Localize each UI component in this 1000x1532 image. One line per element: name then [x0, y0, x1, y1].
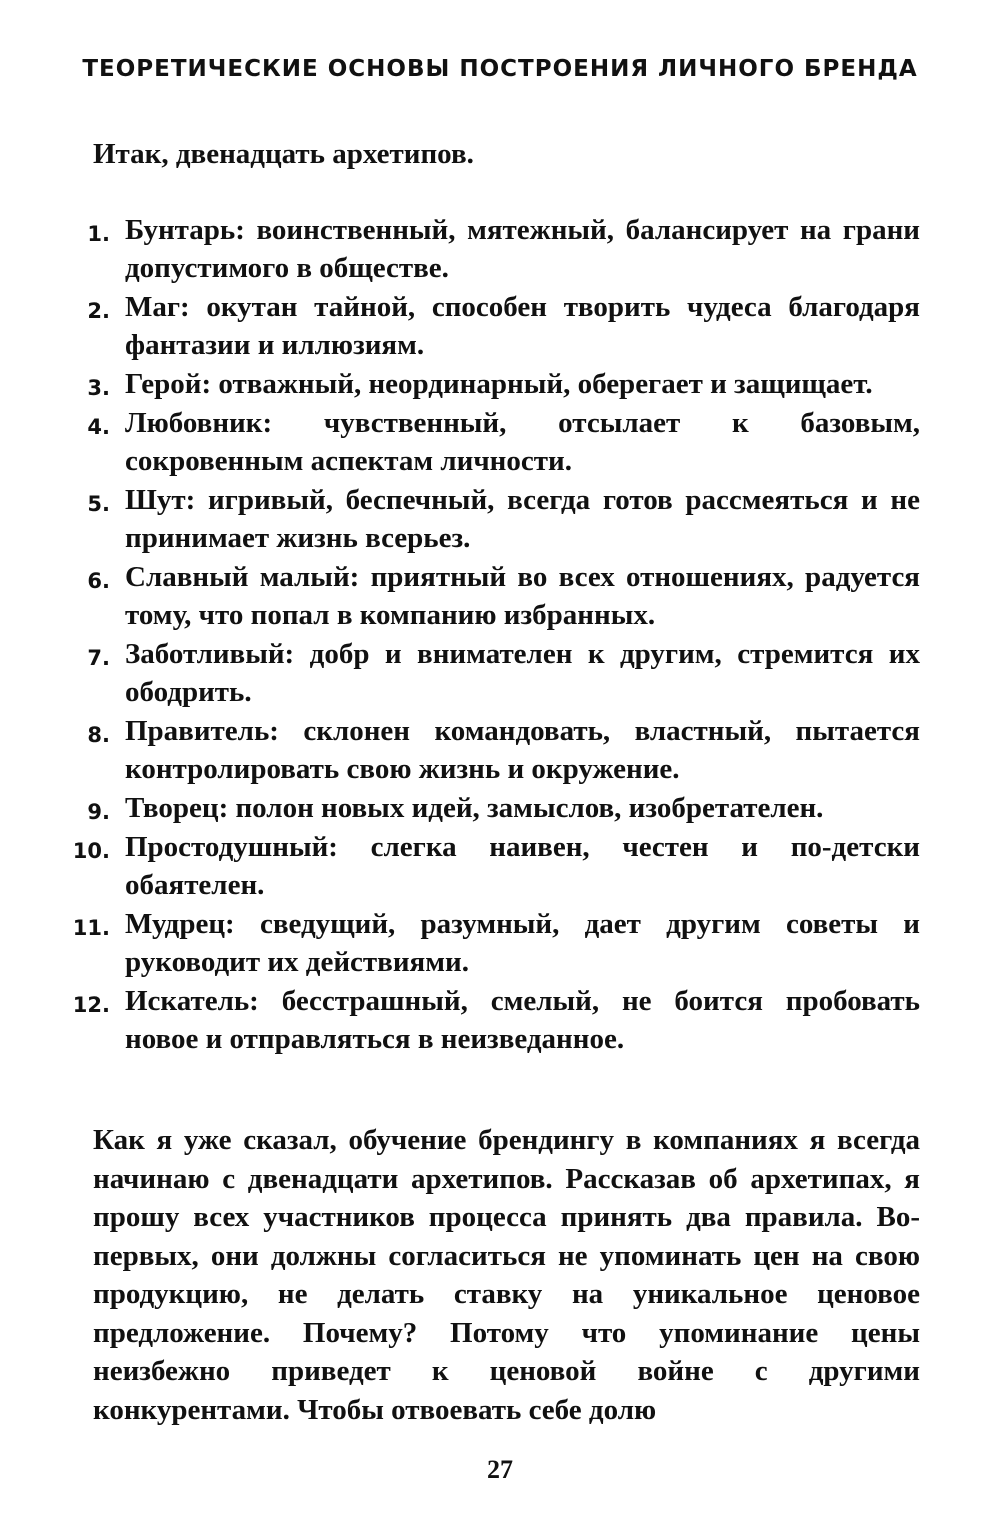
list-item-number: 12.: [72, 993, 110, 1017]
list-item: [0, 828, 1000, 904]
list-item-text: Маг: окутан тайной, способен творить чудеса благодаря фантазии и иллюзиям.: [125, 291, 920, 361]
list-item-number: 4.: [87, 415, 110, 439]
list-item-text: Любовник: чувственный, отсылает к базовым, сокровенным аспектам личности.: [125, 407, 920, 477]
list-item: [0, 288, 1000, 364]
list-item-number: 10.: [72, 839, 110, 863]
list-item-text: Простодушный: слегка наивен, честен и по-детски обаятелен.: [125, 831, 920, 901]
list-item-number: 9.: [87, 800, 110, 824]
list-item-text: Мудрец: сведущий, разумный, дает другим советы и руководит их действиями.: [125, 908, 920, 978]
archetype-list: [0, 211, 1000, 1059]
list-item-number: 6.: [87, 569, 110, 593]
list-item-number: 8.: [87, 723, 110, 747]
list-item: [0, 905, 1000, 981]
body-paragraph: Как я уже сказал, обучение брендингу в компаниях я всегда начинаю с двенадцати архетипов. Рассказав об архетипах, я прошу всех участников процесса принять два правила. Во-первых, они должны согласиться не упоминать цен на свою продукцию, не делать ставку на уникальное ценовое предложение. Почему? Потому что упоминание цены неизбежно приведет к ценовой войне с другими конкурентами. Чтобы отвоевать себе долю: [93, 1124, 920, 1426]
list-item-text: Творец: полон новых идей, замыслов, изобретателен.: [125, 792, 824, 824]
list-item: [0, 712, 1000, 788]
list-item-number: 5.: [87, 492, 110, 516]
list-item-text: Славный малый: приятный во всех отношениях, радуется тому, что попал в компанию избранных.: [125, 561, 920, 631]
intro-line: Итак, двенадцать архетипов.: [93, 138, 474, 170]
list-item: [0, 789, 1000, 827]
list-item-text: Герой: отважный, неординарный, оберегает и защищает.: [125, 368, 873, 400]
list-item: [0, 558, 1000, 634]
page-number: 27: [487, 1455, 513, 1484]
list-item-text: Шут: игривый, беспечный, всегда готов рассмеяться и не принимает жизнь всерьез.: [125, 484, 920, 554]
list-item-text: Заботливый: добр и внимателен к другим, стремится их ободрить.: [125, 638, 920, 708]
list-item: [0, 365, 1000, 403]
running-header: ТЕОРЕТИЧЕСКИЕ ОСНОВЫ ПОСТРОЕНИЯ ЛИЧНОГО БРЕНДА: [82, 56, 918, 82]
list-item: [0, 635, 1000, 711]
list-item: [0, 404, 1000, 480]
list-item-number: 11.: [72, 916, 110, 940]
list-item-text: Бунтарь: воинственный, мятежный, балансирует на грани допустимого в обществе.: [125, 214, 920, 284]
list-item-number: 7.: [87, 646, 110, 670]
list-item-number: 3.: [87, 376, 110, 400]
list-item: [0, 211, 1000, 287]
list-item-text: Искатель: бесстрашный, смелый, не боится пробовать новое и отправляться в неизведанное.: [125, 985, 920, 1055]
list-item-text: Правитель: склонен командовать, властный, пытается контролировать свою жизнь и окружение.: [125, 715, 920, 785]
list-item: [0, 481, 1000, 557]
list-item-number: 1.: [87, 222, 110, 246]
list-item: [0, 982, 1000, 1058]
list-item-number: 2.: [87, 299, 110, 323]
